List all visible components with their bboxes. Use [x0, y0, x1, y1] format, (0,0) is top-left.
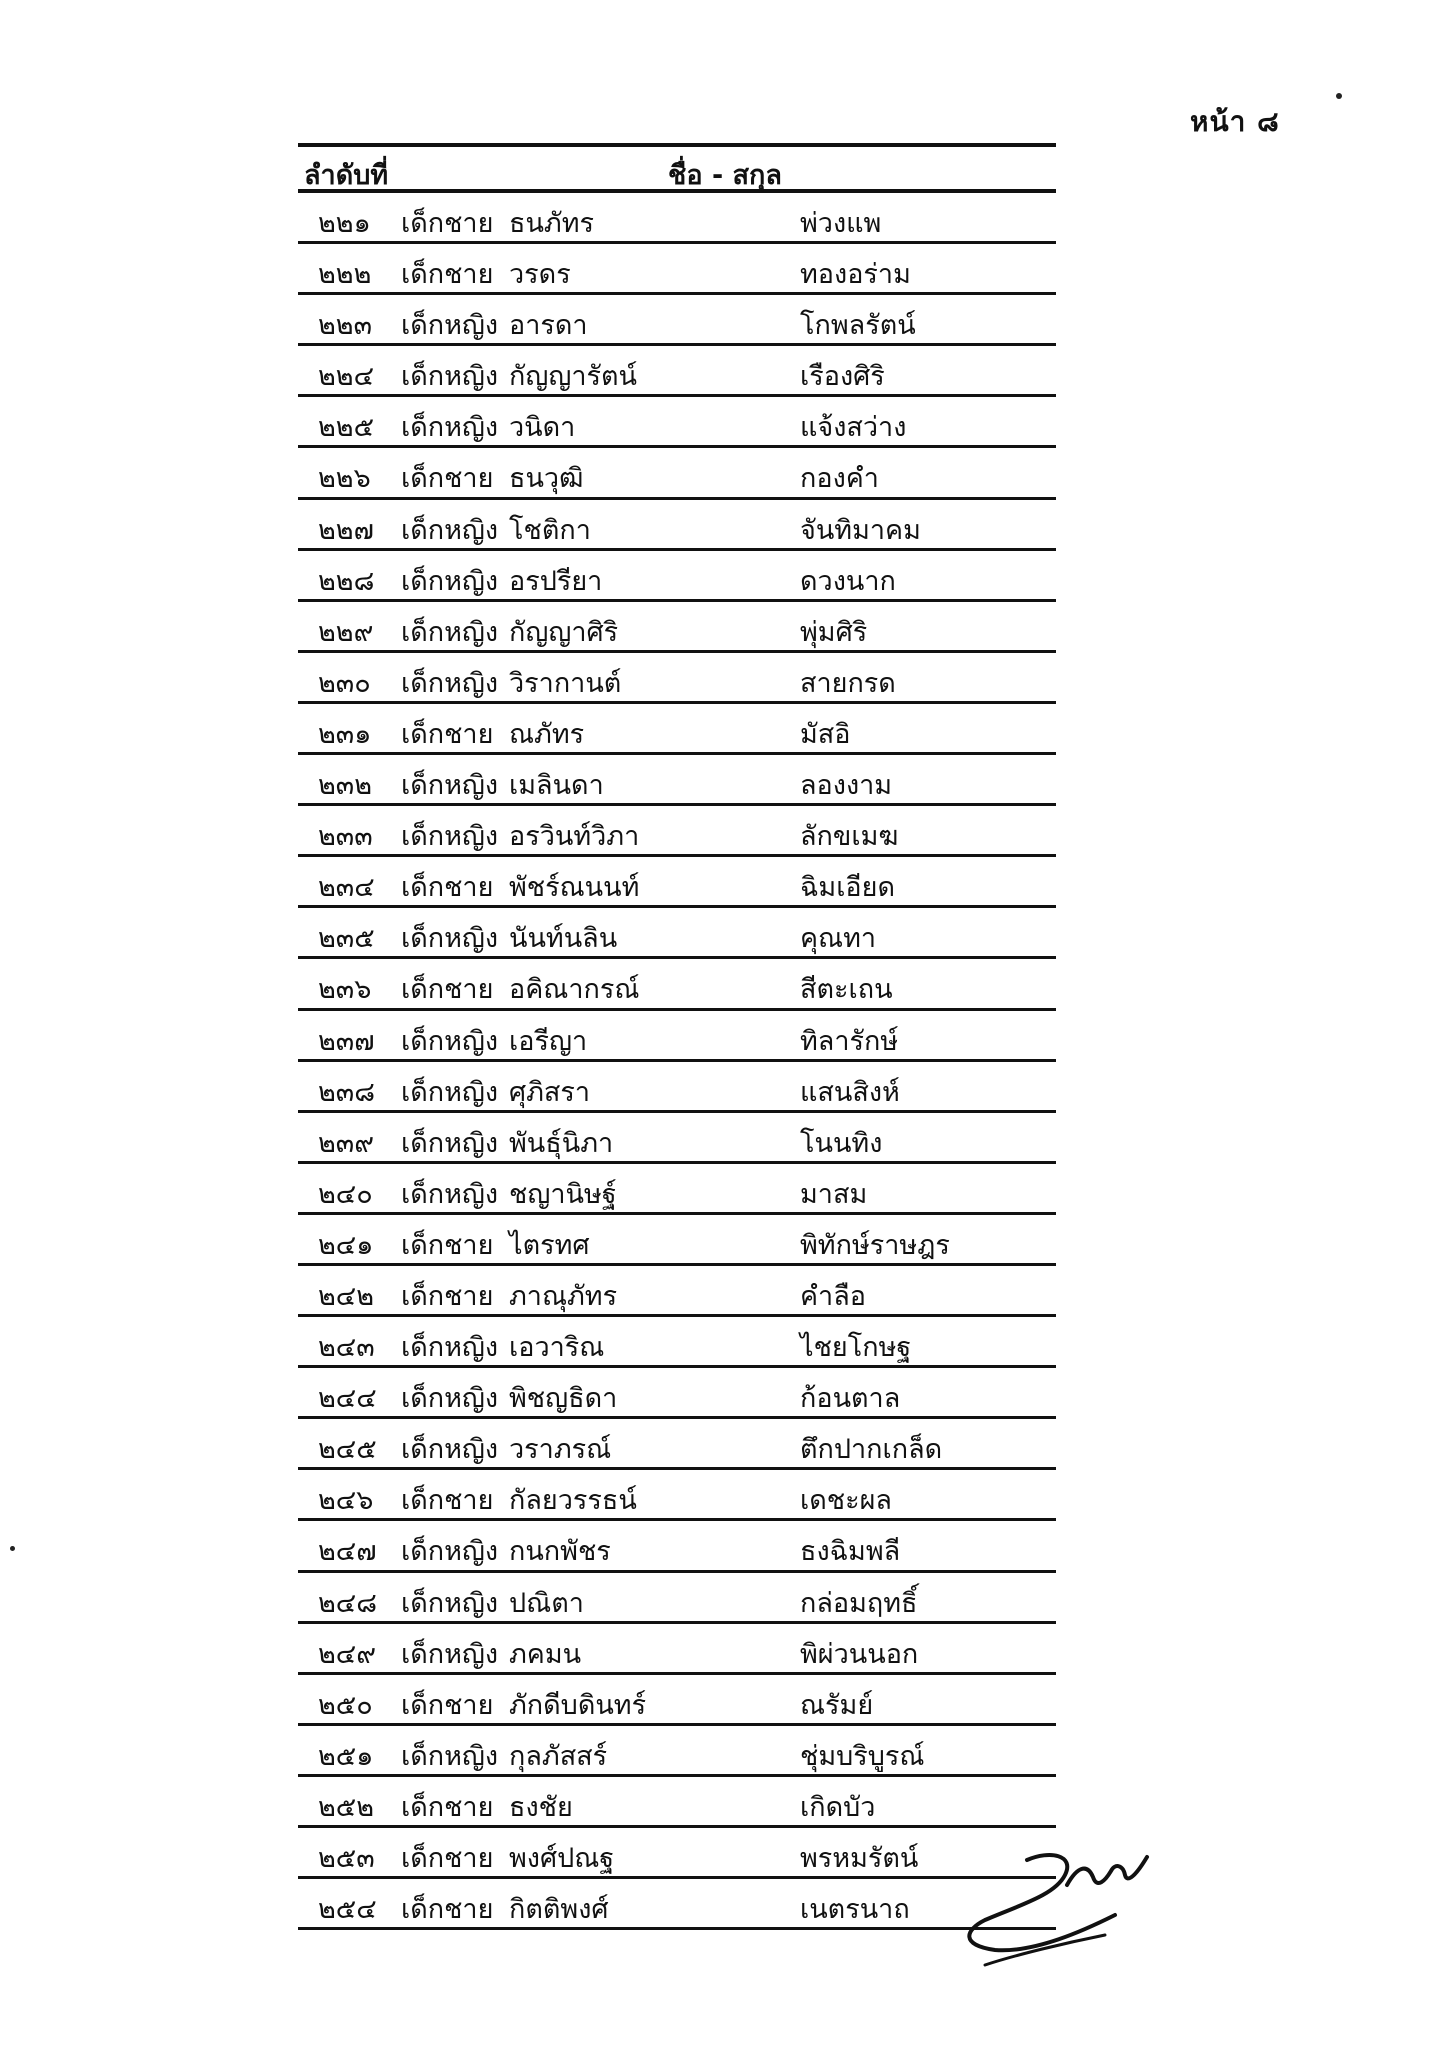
row-last-name: มัสอิ — [800, 718, 851, 750]
row-title: เด็กชาย — [401, 1689, 494, 1721]
row-number: ๒๓๘ — [318, 1076, 376, 1108]
row-first-name: ณภัทร — [509, 718, 585, 750]
row-first-name: เมลินดา — [509, 770, 604, 802]
row-number: ๒๒๑ — [318, 208, 371, 239]
row-first-name: วราภรณ์ — [509, 1434, 612, 1466]
table-row — [298, 397, 1056, 448]
row-last-name: ธงฉิมพลี — [800, 1536, 901, 1568]
row-number: ๒๔๗ — [318, 1536, 377, 1568]
row-last-name: เกิดบัว — [800, 1791, 876, 1823]
row-number: ๒๓๗ — [318, 1025, 375, 1057]
row-last-name: มาสม — [800, 1178, 868, 1210]
row-number: ๒๔๔ — [318, 1383, 377, 1415]
row-number: ๒๓๖ — [318, 974, 372, 1006]
row-title: เด็กหญิง — [401, 1127, 499, 1159]
row-number: ๒๕๐ — [318, 1689, 373, 1721]
row-title: เด็กชาย — [401, 1229, 494, 1261]
row-title: เด็กหญิง — [401, 1740, 499, 1772]
row-title: เด็กชาย — [401, 1485, 494, 1517]
row-number: ๒๕๒ — [318, 1791, 375, 1823]
row-last-name: โกพลรัตน์ — [800, 310, 916, 342]
row-first-name: พัชร์ณนนท์ — [509, 872, 640, 904]
row-last-name: จันทิมาคม — [800, 514, 921, 546]
row-last-name: ชุ่มบริบูรณ์ — [800, 1740, 925, 1772]
table-row — [298, 1266, 1056, 1317]
table-row — [298, 1368, 1056, 1419]
row-last-name: เนตรนาถ — [800, 1894, 910, 1926]
row-first-name: ภคมน — [509, 1638, 582, 1670]
row-title: เด็กหญิง — [401, 412, 499, 444]
table-row — [298, 448, 1056, 499]
row-last-name: ตึกปากเกล็ด — [800, 1434, 943, 1466]
row-first-name: วรดร — [509, 259, 571, 291]
table-row — [298, 959, 1056, 1010]
row-number: ๒๔๙ — [318, 1638, 377, 1670]
row-number: ๒๒๙ — [318, 616, 374, 648]
table-row — [298, 857, 1056, 908]
row-number: ๒๔๖ — [318, 1485, 374, 1517]
table-row — [298, 755, 1056, 806]
row-title: เด็กหญิง — [401, 565, 499, 597]
row-first-name: วนิดา — [509, 412, 576, 444]
row-last-name: ทองอร่าม — [800, 259, 911, 291]
row-last-name: ลองงาม — [800, 770, 893, 802]
stray-dot — [10, 1546, 15, 1551]
row-number: ๒๔๐ — [318, 1178, 373, 1210]
row-last-name: ทิลารักษ์ — [800, 1025, 899, 1057]
row-first-name: กัญญารัตน์ — [509, 361, 638, 393]
row-number: ๒๒๖ — [318, 463, 371, 495]
table-row — [298, 551, 1056, 602]
row-first-name: กิตติพงศ์ — [509, 1894, 609, 1926]
row-number: ๒๕๓ — [318, 1843, 375, 1874]
row-number: ๒๓๕ — [318, 923, 375, 955]
row-title: เด็กหญิง — [401, 361, 499, 393]
row-first-name: ธนวุฒิ — [509, 463, 584, 495]
table-row — [298, 1062, 1056, 1113]
row-title: เด็กหญิง — [401, 1076, 499, 1108]
table-row — [298, 1113, 1056, 1164]
row-number: ๒๒๓ — [318, 310, 373, 342]
row-last-name: กล่อมฤทธิ์ — [800, 1587, 918, 1619]
table-row — [298, 1521, 1056, 1572]
row-number: ๒๓๓ — [318, 821, 373, 853]
row-last-name: พ่วงแพ — [800, 208, 882, 239]
row-title: เด็กชาย — [401, 208, 494, 239]
row-title: เด็กชาย — [401, 1843, 494, 1874]
row-first-name: ภักดีบดินทร์ — [509, 1689, 647, 1721]
row-number: ๒๔๑ — [318, 1229, 374, 1261]
row-number: ๒๔๘ — [318, 1587, 378, 1619]
row-first-name: กัญญาศิริ — [509, 616, 619, 648]
row-title: เด็กชาย — [401, 1791, 494, 1823]
row-last-name: แจ้งสว่าง — [800, 412, 907, 444]
row-title: เด็กชาย — [401, 1280, 494, 1312]
row-last-name: พรหมรัตน์ — [800, 1843, 919, 1874]
row-number: ๒๔๕ — [318, 1434, 377, 1466]
row-first-name: พันธุ์นิภา — [509, 1127, 614, 1159]
table-row — [298, 193, 1056, 244]
row-first-name: กุลภัสสร์ — [509, 1740, 608, 1772]
row-title: เด็กหญิง — [401, 1434, 499, 1466]
table-row — [298, 1675, 1056, 1726]
row-first-name: วิรากานต์ — [509, 667, 622, 699]
row-first-name: เอวาริณ — [509, 1332, 605, 1364]
row-title: เด็กหญิง — [401, 1536, 499, 1568]
table-body — [298, 193, 1056, 1930]
row-first-name: ศุภิสรา — [509, 1076, 591, 1108]
page-number: หน้า ๘ — [1190, 105, 1280, 138]
row-title: เด็กชาย — [401, 259, 494, 291]
row-last-name: ณรัมย์ — [800, 1689, 874, 1721]
table-row — [298, 1573, 1056, 1624]
table-row — [298, 1726, 1056, 1777]
table-row — [298, 295, 1056, 346]
row-first-name: ธนภัทร — [509, 208, 595, 239]
row-first-name: ไตรทศ — [509, 1229, 590, 1261]
row-number: ๒๓๑ — [318, 718, 372, 750]
row-first-name: ภาณุภัทร — [509, 1280, 618, 1312]
row-last-name: ไชยโกษฐ — [800, 1332, 912, 1364]
header-name: ชื่อ - สกุล — [668, 160, 782, 191]
row-last-name: ก้อนตาล — [800, 1383, 901, 1415]
row-last-name: เดชะผล — [800, 1485, 892, 1517]
row-last-name: พุ่มศิริ — [800, 616, 868, 648]
table-row — [298, 1828, 1056, 1879]
table-row — [298, 1879, 1056, 1930]
table-row — [298, 1419, 1056, 1470]
row-last-name: สายกรด — [800, 667, 896, 699]
table-row — [298, 500, 1056, 551]
table-row — [298, 346, 1056, 397]
row-first-name: นันท์นลิน — [509, 923, 618, 955]
row-title: เด็กชาย — [401, 1894, 494, 1926]
row-first-name: กนกพัชร — [509, 1536, 611, 1568]
row-first-name: ชญานิษฐ์ — [509, 1178, 617, 1210]
table-row — [298, 1215, 1056, 1266]
row-title: เด็กหญิง — [401, 1178, 499, 1210]
row-last-name: ลักขเมฆ — [800, 821, 899, 853]
row-title: เด็กหญิง — [401, 770, 499, 802]
table-row — [298, 1777, 1056, 1828]
row-first-name: เอรีญา — [509, 1025, 588, 1057]
table-row — [298, 806, 1056, 857]
row-number: ๒๓๐ — [318, 667, 371, 699]
table-row — [298, 908, 1056, 959]
stray-dot — [1336, 93, 1342, 99]
row-last-name: เรืองศิริ — [800, 361, 885, 393]
table-row — [298, 1624, 1056, 1675]
row-last-name: คุณทา — [800, 923, 877, 955]
row-first-name: ธงชัย — [509, 1791, 573, 1823]
row-number: ๒๒๘ — [318, 565, 375, 597]
table-row — [298, 1317, 1056, 1368]
table-row — [298, 704, 1056, 755]
row-title: เด็กชาย — [401, 463, 494, 495]
row-title: เด็กชาย — [401, 872, 494, 904]
row-number: ๒๔๓ — [318, 1332, 375, 1364]
row-last-name: พิผ่วนนอก — [800, 1638, 919, 1670]
row-first-name: ปณิตา — [509, 1587, 584, 1619]
row-title: เด็กหญิง — [401, 514, 499, 546]
row-number: ๒๒๕ — [318, 412, 375, 444]
table-header — [298, 147, 1056, 193]
row-title: เด็กหญิง — [401, 1332, 499, 1364]
table-row — [298, 602, 1056, 653]
row-first-name: กัลยวรรธน์ — [509, 1485, 637, 1517]
row-last-name: ดวงนาก — [800, 565, 896, 597]
table-row — [298, 1164, 1056, 1215]
row-last-name: ฉิมเอียด — [800, 872, 895, 904]
table-row — [298, 1470, 1056, 1521]
table-row — [298, 653, 1056, 704]
signature — [955, 1845, 1165, 1975]
row-title: เด็กหญิง — [401, 1587, 499, 1619]
row-last-name: คำลือ — [800, 1280, 866, 1312]
row-number: ๒๒๗ — [318, 514, 374, 546]
row-number: ๒๒๒ — [318, 259, 372, 291]
row-title: เด็กหญิง — [401, 310, 499, 342]
row-first-name: อารดา — [509, 310, 588, 342]
row-title: เด็กหญิง — [401, 1025, 499, 1057]
row-last-name: สีตะเถน — [800, 974, 893, 1006]
row-number: ๒๓๔ — [318, 872, 375, 904]
table-row — [298, 1011, 1056, 1062]
row-number: ๒๓๙ — [318, 1127, 375, 1159]
row-title: เด็กหญิง — [401, 923, 499, 955]
row-first-name: พิชญธิดา — [509, 1383, 618, 1415]
row-last-name: โนนทิง — [800, 1127, 883, 1159]
row-number: ๒๕๔ — [318, 1894, 377, 1926]
row-title: เด็กหญิง — [401, 1383, 499, 1415]
row-title: เด็กหญิง — [401, 1638, 499, 1670]
row-first-name: อรวินท์วิภา — [509, 821, 640, 853]
row-number: ๒๒๔ — [318, 361, 375, 393]
table-row — [298, 244, 1056, 295]
row-title: เด็กชาย — [401, 974, 494, 1006]
row-last-name: แสนสิงห์ — [800, 1076, 900, 1108]
row-title: เด็กหญิง — [401, 616, 499, 648]
row-title: เด็กหญิง — [401, 821, 499, 853]
row-first-name: โชติกา — [509, 514, 591, 546]
row-number: ๒๔๒ — [318, 1280, 375, 1312]
row-last-name: พิทักษ์ราษฎร — [800, 1229, 950, 1261]
header-no: ลำดับที่ — [304, 160, 389, 191]
row-first-name: อคิณากรณ์ — [509, 974, 640, 1006]
row-number: ๒๓๒ — [318, 770, 373, 802]
row-title: เด็กหญิง — [401, 667, 499, 699]
row-last-name: กองคำ — [800, 463, 879, 495]
row-title: เด็กชาย — [401, 718, 494, 750]
row-first-name: พงศ์ปณฐ — [509, 1843, 615, 1874]
row-number: ๒๕๑ — [318, 1740, 374, 1772]
row-first-name: อรปรียา — [509, 565, 603, 597]
student-list-table — [298, 143, 1056, 1930]
